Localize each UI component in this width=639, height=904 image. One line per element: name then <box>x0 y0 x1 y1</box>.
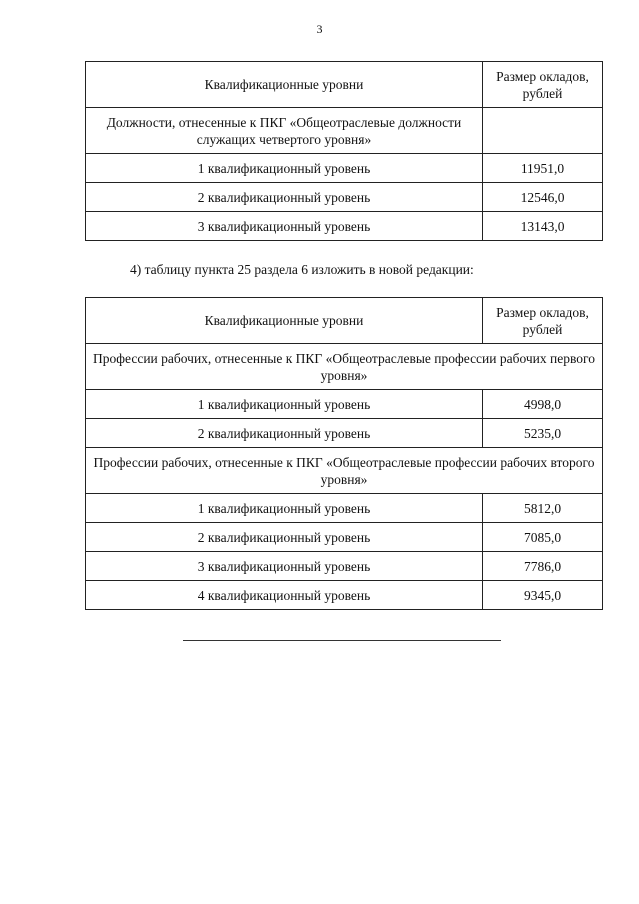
table-header-row <box>86 62 603 108</box>
salary-cell: 7786,0 <box>483 552 603 581</box>
end-divider-line <box>183 640 501 641</box>
salary-cell: 5812,0 <box>483 494 603 523</box>
salary-cell: 7085,0 <box>483 523 603 552</box>
group-title: Профессии рабочих, отнесенные к ПКГ «Общеотраслевые профессии рабочих первого уровня» <box>86 344 603 390</box>
table-row <box>86 154 603 183</box>
level-cell: 2 квалификационный уровень <box>86 523 483 552</box>
table-row <box>86 390 603 419</box>
level-cell: 4 квалификационный уровень <box>86 581 483 610</box>
level-cell: 3 квалификационный уровень <box>86 212 483 241</box>
salary-cell: 4998,0 <box>483 390 603 419</box>
salary-cell: 5235,0 <box>483 419 603 448</box>
table-row <box>86 552 603 581</box>
level-cell: 1 квалификационный уровень <box>86 494 483 523</box>
salary-table-service-positions <box>85 61 603 241</box>
salary-cell: 9345,0 <box>483 581 603 610</box>
group-title: Профессии рабочих, отнесенные к ПКГ «Общеотраслевые профессии рабочих второго уровня» <box>86 448 603 494</box>
group-row <box>86 108 603 154</box>
column-header-salary: Размер окладов, рублей <box>483 62 603 108</box>
amendment-paragraph: 4) таблицу пункта 25 раздела 6 изложить в новой редакции: <box>130 262 474 277</box>
group-row <box>86 448 603 494</box>
group-salary-cell <box>483 108 603 154</box>
level-cell: 3 квалификационный уровень <box>86 552 483 581</box>
group-title: Должности, отнесенные к ПКГ «Общеотраслевые должности служащих четвертого уровня» <box>86 108 483 154</box>
table-row <box>86 183 603 212</box>
group-row <box>86 344 603 390</box>
table-header-row <box>86 298 603 344</box>
table-row <box>86 419 603 448</box>
salary-table-worker-professions <box>85 297 603 610</box>
column-header-levels: Квалификационные уровни <box>86 298 483 344</box>
level-cell: 1 квалификационный уровень <box>86 154 483 183</box>
level-cell: 1 квалификационный уровень <box>86 390 483 419</box>
table-row <box>86 494 603 523</box>
salary-cell: 11951,0 <box>483 154 603 183</box>
level-cell: 2 квалификационный уровень <box>86 419 483 448</box>
level-cell: 2 квалификационный уровень <box>86 183 483 212</box>
column-header-salary: Размер окладов, рублей <box>483 298 603 344</box>
table-row <box>86 581 603 610</box>
column-header-levels: Квалификационные уровни <box>86 62 483 108</box>
salary-cell: 13143,0 <box>483 212 603 241</box>
table-row <box>86 523 603 552</box>
table-row <box>86 212 603 241</box>
salary-cell: 12546,0 <box>483 183 603 212</box>
page-number: 3 <box>316 22 323 36</box>
